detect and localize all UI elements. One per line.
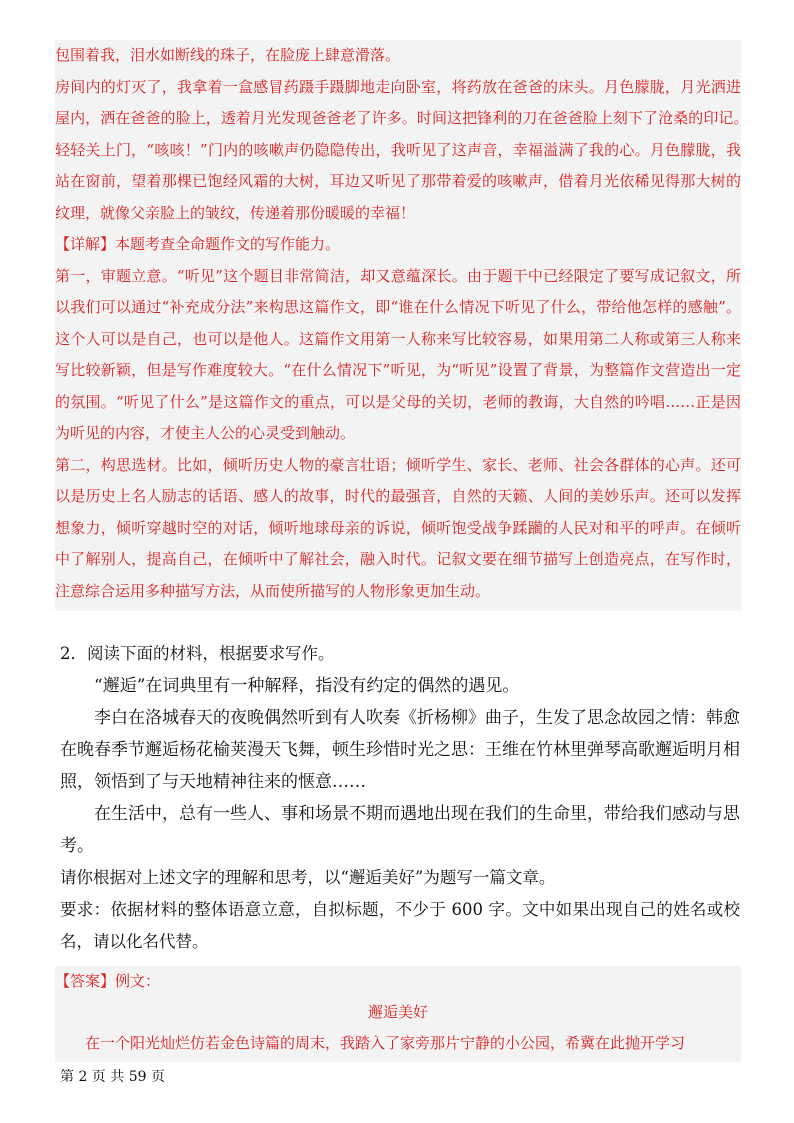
- page-footer: 第 2 页 共 59 页: [60, 1069, 165, 1085]
- material-paragraph-1: “邂逅”在词典里有一种解释，指没有约定的偶然的遇见。: [94, 676, 520, 696]
- explanation-point-1: 第一，审题立意。“听见”这个题目非常简洁，却又意蕴深长。由于题干中已经限定了要写成记叙文，所以我们可以通过“补充成分法”来构思这篇作文，即“谁在什么情况下听见了什么，带给他怎样的感触”。这个人可以是自己，也可以是他人。这篇作文用第一人称来写比较容易，如果用第二人称或第三人称来写比较新颖，但是写作难度较大。“在什么情况下”听见，为“听见”设置了背景，为整篇作文营造出一定的氛围。“听见了什么”是这篇作文的重点，可以是父母的关切，老师的教诲，大自然的吟唱……正是因为听见的内容，才使主人公的心灵受到触动。: [55, 266, 741, 442]
- question-requirement: 要求：依据材料的整体语意立意，自拟标题，不少于 600 字。文中如果出现自己的姓名或校名，请以化名代替。: [60, 900, 740, 951]
- question-task: 请你根据对上述文字的理解和思考，以“邂逅美好”为题写一篇文章。: [60, 868, 556, 887]
- answer-line-1: 包围着我，泪水如断线的珠子，在脸庞上肆意滑落。: [55, 46, 401, 64]
- essay-first-line: 在一个阳光灿烂仿若金色诗篇的周末，我踏入了家旁那片宁静的小公园，希冀在此抛开学习: [85, 1034, 686, 1052]
- question-prompt: 2．阅读下面的材料，根据要求写作。: [60, 644, 335, 663]
- explanation-point-2: 第二，构思选材。比如，倾听历史人物的豪言壮语；倾听学生、家长、老师、社会各群体的心声。还可以是历史上名人励志的话语、感人的故事，时代的最强音，自然的天籁、人间的美妙乐声。还可以发挥想象力，倾听穿越时空的对话，倾听地球母亲的诉说，倾听饱受战争蹂躏的人民对和平的呼声。在倾听中了解别人，提高自己，在倾听中了解社会，融入时代。记叙文要在细节描写上创造亮点，在写作时，注意综合运用多种描写方法，从而使所描写的人物形象更加生动。: [55, 455, 741, 600]
- essay-title: 邂逅美好: [367, 1003, 428, 1021]
- explanation-heading: 【详解】本题考查全命题作文的写作能力。: [55, 235, 341, 253]
- material-paragraph-3: 在生活中，总有一些人、事和场景不期而遇地出现在我们的生命里，带给我们感动与思考。: [60, 804, 740, 856]
- answer-2-label: 【答案】例文：: [55, 972, 161, 990]
- answer-paragraph-story: 房间内的灯灭了，我拿着一盒感冒药蹑手蹑脚地走向卧室，将药放在爸爸的床头。月色朦胧，月光洒进屋内，洒在爸爸的脸上，透着月光发现爸爸老了许多。时间这把锋利的刀在爸爸脸上刻下了沧桑的印记。 轻轻关上门，“咳咳！”门内的咳嗽声仍隐隐传出，我听见了这声音，幸福溢满了我的心。月色朦胧，我站在窗前，望着那棵已饱经风霜的大树，耳边又听见了那带着爱的咳嗽声，借着月光依稀见得那大树的纹理，就像父亲脸上的皱纹，传递着那份暖暖的幸福！: [55, 77, 757, 222]
- question-2: [60, 638, 740, 958]
- answer-2-block: [55, 966, 741, 1062]
- material-paragraph-2: 李白在洛城春天的夜晚偶然听到有人吹奏《折杨柳》曲子，生发了思念故园之情：韩愈在晚春季节邂逅杨花榆荚漫天飞舞，顿生珍惜时光之思：王维在竹林里弹琴高歌邂逅明月相照，领悟到了与天地精神往来的惬意……: [60, 708, 740, 792]
- answer-explanation-block: [55, 40, 757, 611]
